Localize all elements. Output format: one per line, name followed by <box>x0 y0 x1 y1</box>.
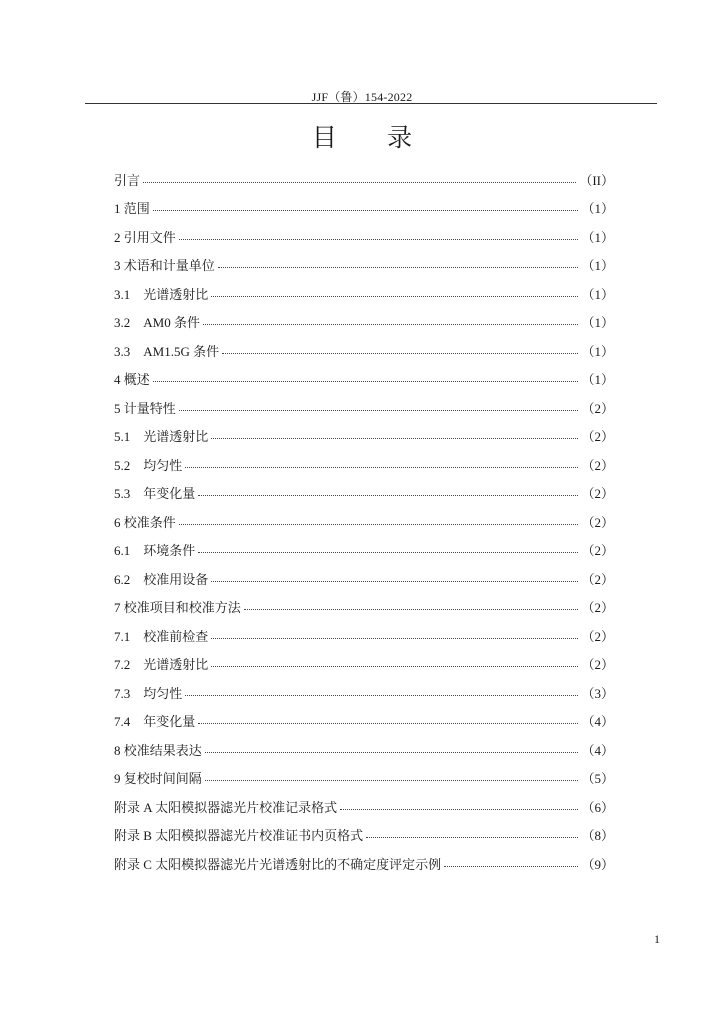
toc-leader-dots <box>205 780 579 781</box>
toc-entry-label: 附录 A 太阳模拟器滤光片校准记录格式 <box>114 799 338 815</box>
toc-entry-label: 8 校准结果表达 <box>114 742 202 758</box>
toc-leader-dots <box>185 695 578 696</box>
toc-entry[interactable] <box>114 564 614 593</box>
toc-entry[interactable] <box>114 479 614 508</box>
toc-leader-dots <box>211 581 578 582</box>
toc-entry-page: （II） <box>579 172 614 188</box>
header-divider <box>85 103 657 104</box>
toc-leader-dots <box>218 267 579 268</box>
toc-entry[interactable] <box>114 593 614 622</box>
toc-entry-label: 7.3 均匀性 <box>114 685 183 701</box>
toc-entry[interactable] <box>114 336 614 365</box>
toc-entry[interactable] <box>114 764 614 793</box>
toc-entry-page: （1） <box>581 372 614 388</box>
toc-entry-page: （2） <box>581 571 614 587</box>
toc-entry[interactable] <box>114 393 614 422</box>
toc-entry-label: 3 术语和计量单位 <box>114 258 215 274</box>
toc-entry[interactable] <box>114 308 614 337</box>
toc-entry-page: （8） <box>581 828 614 844</box>
toc-entry-label: 5 计量特性 <box>114 400 176 416</box>
toc-entry-page: （2） <box>581 543 614 559</box>
toc-entry-label: 3.2 AM0 条件 <box>114 315 200 331</box>
toc-entry[interactable] <box>114 165 614 194</box>
toc-entry-page: （4） <box>581 714 614 730</box>
page-number: 1 <box>654 932 660 946</box>
toc-list <box>114 165 614 878</box>
toc-leader-dots <box>222 353 578 354</box>
toc-entry-page: （1） <box>581 201 614 217</box>
toc-entry-page: （1） <box>581 258 614 274</box>
toc-entry-page: （1） <box>581 343 614 359</box>
toc-entry-label: 6 校准条件 <box>114 514 176 530</box>
toc-leader-dots <box>153 210 579 211</box>
toc-leader-dots <box>444 866 578 867</box>
toc-entry[interactable] <box>114 251 614 280</box>
toc-entry-label: 5.3 年变化量 <box>114 486 196 502</box>
toc-entry-label: 7.2 光谱透射比 <box>114 657 209 673</box>
toc-entry-label: 5.1 光谱透射比 <box>114 429 209 445</box>
toc-entry-page: （2） <box>581 600 614 616</box>
toc-entry-label: 1 范围 <box>114 201 150 217</box>
toc-entry[interactable] <box>114 365 614 394</box>
toc-entry-page: （1） <box>581 229 614 245</box>
toc-entry[interactable] <box>114 450 614 479</box>
toc-leader-dots <box>153 381 579 382</box>
toc-leader-dots <box>205 752 579 753</box>
toc-entry-label: 4 概述 <box>114 372 150 388</box>
toc-entry-page: （2） <box>581 657 614 673</box>
toc-entry[interactable] <box>114 735 614 764</box>
toc-leader-dots <box>185 467 578 468</box>
toc-entry-label: 3.3 AM1.5G 条件 <box>114 343 220 359</box>
toc-entry-label: 7.1 校准前检查 <box>114 628 209 644</box>
toc-leader-dots <box>244 609 579 610</box>
toc-entry-label: 9 复校时间间隔 <box>114 771 202 787</box>
toc-entry[interactable] <box>114 650 614 679</box>
toc-entry-page: （2） <box>581 429 614 445</box>
toc-leader-dots <box>143 182 576 183</box>
toc-entry-page: （6） <box>581 799 614 815</box>
document-code-header: JJF（鲁）154-2022 <box>311 90 413 104</box>
toc-entry-page: （9） <box>581 856 614 872</box>
toc-entry[interactable] <box>114 707 614 736</box>
toc-leader-dots <box>179 410 579 411</box>
toc-entry-page: （2） <box>581 628 614 644</box>
toc-leader-dots <box>198 495 578 496</box>
toc-leader-dots <box>203 324 579 325</box>
toc-entry-page: （4） <box>581 742 614 758</box>
toc-entry-label: 6.1 环境条件 <box>114 543 196 559</box>
toc-entry-label: 7 校准项目和校准方法 <box>114 600 241 616</box>
toc-entry[interactable] <box>114 821 614 850</box>
toc-entry[interactable] <box>114 507 614 536</box>
toc-entry[interactable] <box>114 849 614 878</box>
toc-leader-dots <box>179 524 579 525</box>
toc-leader-dots <box>340 809 578 810</box>
toc-entry[interactable] <box>114 621 614 650</box>
toc-entry[interactable] <box>114 678 614 707</box>
toc-entry[interactable] <box>114 279 614 308</box>
toc-entry[interactable] <box>114 194 614 223</box>
toc-leader-dots <box>198 723 578 724</box>
toc-entry[interactable] <box>114 536 614 565</box>
toc-entry-label: 7.4 年变化量 <box>114 714 196 730</box>
toc-entry[interactable] <box>114 222 614 251</box>
toc-entry-page: （2） <box>581 400 614 416</box>
toc-entry-page: （2） <box>581 457 614 473</box>
toc-entry-label: 2 引用文件 <box>114 229 176 245</box>
toc-leader-dots <box>179 239 579 240</box>
toc-entry[interactable] <box>114 422 614 451</box>
toc-entry[interactable] <box>114 792 614 821</box>
toc-entry-label: 6.2 校准用设备 <box>114 571 209 587</box>
toc-entry-label: 附录 B 太阳模拟器滤光片校准证书内页格式 <box>114 828 364 844</box>
toc-leader-dots <box>211 638 578 639</box>
toc-leader-dots <box>211 666 578 667</box>
toc-entry-page: （1） <box>581 315 614 331</box>
toc-entry-label: 附录 C 太阳模拟器滤光片光谱透射比的不确定度评定示例 <box>114 856 442 872</box>
toc-title: 目 录 <box>311 125 435 152</box>
toc-leader-dots <box>366 837 578 838</box>
toc-entry-label: 3.1 光谱透射比 <box>114 286 209 302</box>
toc-entry-page: （1） <box>581 286 614 302</box>
toc-leader-dots <box>211 296 578 297</box>
toc-entry-label: 5.2 均匀性 <box>114 457 183 473</box>
toc-entry-page: （5） <box>581 771 614 787</box>
toc-entry-page: （3） <box>581 685 614 701</box>
toc-entry-page: （2） <box>581 514 614 530</box>
toc-entry-label: 引言 <box>114 172 141 188</box>
toc-leader-dots <box>198 552 578 553</box>
toc-leader-dots <box>211 438 578 439</box>
toc-entry-page: （2） <box>581 486 614 502</box>
